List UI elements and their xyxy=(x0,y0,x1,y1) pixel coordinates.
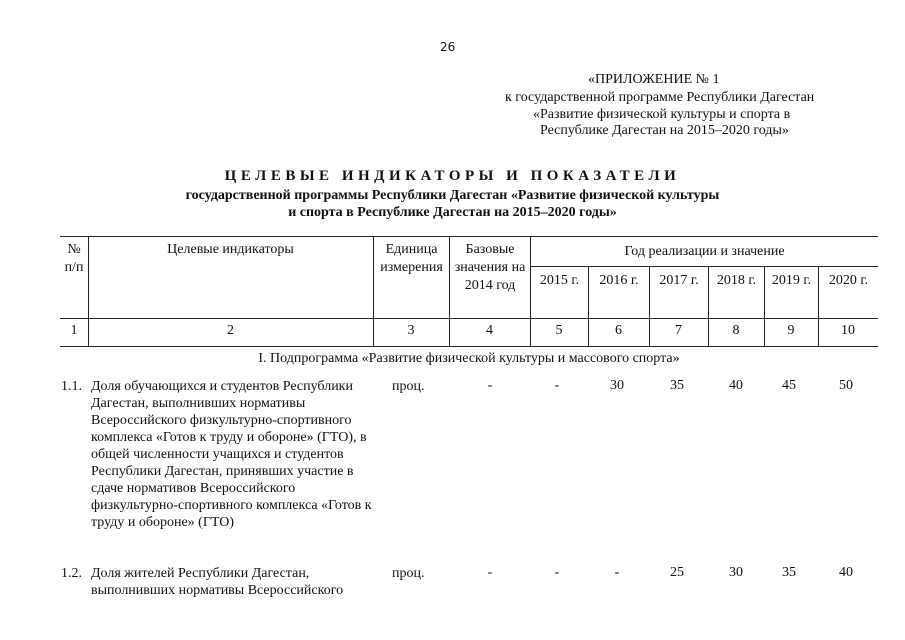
header-base: Базовые значения на 2014 год xyxy=(454,242,526,293)
row-value: 40 xyxy=(839,565,853,580)
header-year: 2015 г. xyxy=(539,273,580,288)
row-base-value: - xyxy=(487,565,493,580)
row-value: 35 xyxy=(782,565,796,580)
row-value: 30 xyxy=(729,565,743,580)
header-year: 2017 г. xyxy=(659,273,699,288)
title-line-3: и спорта в Республике Дагестан на 2015–2020 годы» xyxy=(288,205,617,220)
row-value: 30 xyxy=(610,378,624,393)
row-value: - xyxy=(614,565,620,580)
table-top-border xyxy=(60,236,878,237)
header-year: 2020 г. xyxy=(828,273,869,288)
row-value: - xyxy=(554,565,560,580)
number-row-bottom-border xyxy=(60,346,878,347)
row-value: 45 xyxy=(782,378,796,393)
column-number: 3 xyxy=(407,323,415,338)
header-years-group: Год реализации и значение xyxy=(624,244,785,259)
row-value: 40 xyxy=(729,378,743,393)
row-value: - xyxy=(554,378,560,393)
header-year: 2019 г. xyxy=(771,273,812,288)
column-number: 5 xyxy=(555,323,563,338)
column-number: 8 xyxy=(732,323,740,338)
header-unit: Единица измерения xyxy=(380,242,443,275)
row-base-value: - xyxy=(487,378,493,393)
row-value: 35 xyxy=(670,378,684,393)
row-number: 1.2. xyxy=(61,566,82,581)
column-number: 1 xyxy=(70,323,78,338)
row-indicator-text: Доля жителей Республики Дагестан, выполнивших нормативы Всероссийского xyxy=(91,566,344,598)
header-year: 2018 г. xyxy=(716,273,757,288)
row-unit: проц. xyxy=(392,566,425,581)
column-number: 7 xyxy=(675,323,682,338)
year-header-divider xyxy=(530,266,878,267)
header-year: 2016 г. xyxy=(599,273,639,288)
page-number-text: 26 xyxy=(440,40,456,54)
appendix-line-1: «ПРИЛОЖЕНИЕ № 1 xyxy=(588,72,720,87)
column-number: 4 xyxy=(486,323,493,338)
row-indicator-text: Доля обучающихся и студентов Республики Дагестан, выполнивших нормативы Всероссийского физкультурно-спортивного комплекса «Готов к труду и обороне» (ГТО), в общей численности учащихся и студентов Республики Дагестан, принявших участие в сдаче нормативов Всероссийского физкультурно-спортивного комплекса «Готов к труду и обороне» (ГТО) xyxy=(91,379,372,530)
title-main: ЦЕЛЕВЫЕ ИНДИКАТОРЫ И ПОКАЗАТЕЛИ xyxy=(224,168,681,184)
appendix-line-3: «Развитие физической культуры и спорта в xyxy=(533,107,791,122)
header-bottom-border xyxy=(60,318,878,319)
row-value: 50 xyxy=(839,378,853,393)
title-line-2: государственной программы Республики Дагестан «Развитие физической культуры xyxy=(185,188,720,203)
appendix-line-4: Республике Дагестан на 2015–2020 годы» xyxy=(540,123,789,138)
row-value: 25 xyxy=(670,565,684,580)
page-number xyxy=(440,40,455,54)
column-number: 9 xyxy=(787,323,795,338)
row-unit: проц. xyxy=(392,379,425,394)
row-number: 1.1. xyxy=(61,379,82,394)
column-number: 6 xyxy=(615,323,622,338)
header-indicators: Целевые индикаторы xyxy=(167,242,294,257)
header-no: № п/п xyxy=(64,242,84,275)
section-title: I. Подпрограмма «Развитие физической культуры и массового спорта» xyxy=(258,351,680,366)
column-number: 10 xyxy=(841,323,855,338)
appendix-line-2: к государственной программе Республики Дагестан xyxy=(505,90,815,105)
column-number: 2 xyxy=(227,323,234,338)
